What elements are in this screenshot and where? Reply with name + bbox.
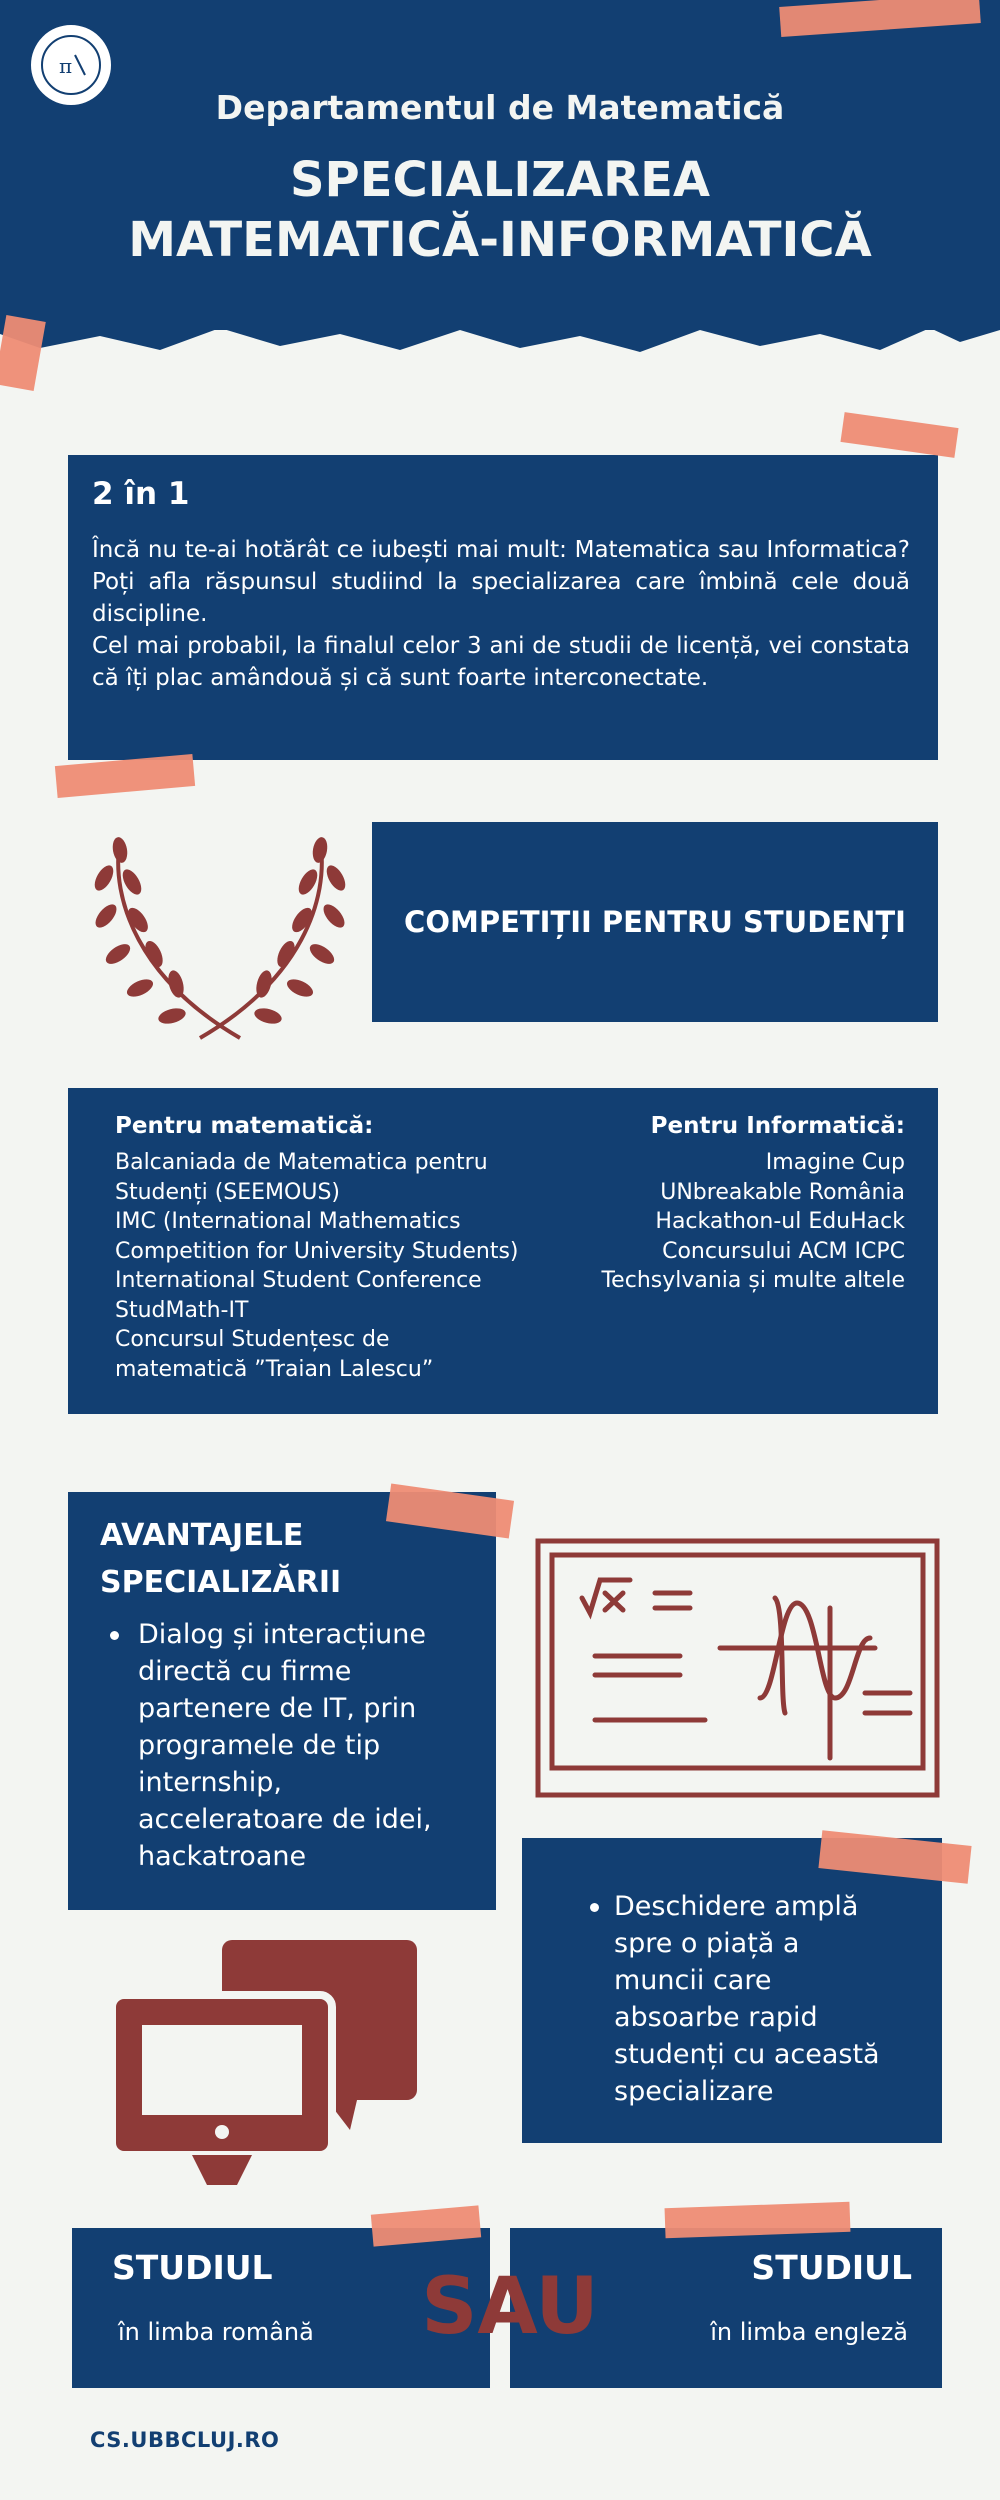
- or-label: SAU: [421, 2262, 599, 2352]
- intro-text: [92, 534, 910, 694]
- list-item: IMC (International Mathematics: [115, 1209, 461, 1234]
- page-title-line1: SPECIALIZAREA: [289, 152, 711, 208]
- page-title-line2: MATEMATICĂ-INFORMATICĂ: [128, 212, 872, 268]
- competitions-title: COMPETIȚII PENTRU STUDENȚI: [404, 905, 906, 939]
- advantage-line: muncii care: [614, 1965, 772, 1996]
- list-item: Hackathon-ul EduHack: [655, 1209, 905, 1234]
- study-romanian-language: în limba română: [118, 2318, 314, 2346]
- advantages-title: [100, 1512, 480, 1606]
- intro-paragraph: Încă nu te-ai hotărât ce iubești mai mult: Matematica sau Informatica? Poți afla răspunsul studiind la specializarea care îmbină cele două discipline.: [92, 537, 910, 627]
- list-item: International Student Conference: [115, 1268, 482, 1293]
- tape-decoration: [55, 754, 195, 798]
- list-item: Studenți (SEEMOUS): [115, 1179, 341, 1205]
- laurel-wreath-icon: [80, 820, 360, 1045]
- advantage-line: acceleratoare de idei,: [138, 1804, 432, 1835]
- list-item: matematică ”Traian Lalescu”: [115, 1356, 434, 1382]
- advantage-item: [614, 1888, 934, 2110]
- advantage-line: programele de tip: [138, 1730, 381, 1761]
- advantage-line: partenere de IT, prin: [138, 1693, 417, 1724]
- list-item: Imagine Cup: [765, 1150, 905, 1175]
- page-title: [0, 150, 1000, 270]
- study-english-heading: STUDIUL: [751, 2248, 912, 2287]
- department-name: Departamentul de Matematică: [215, 88, 785, 127]
- advantages-title-line1: AVANTAJELE: [100, 1518, 304, 1553]
- study-romanian-heading: STUDIUL: [112, 2248, 273, 2287]
- bullet-icon: [590, 1903, 599, 1912]
- math-competitions-list: [115, 1148, 575, 1384]
- tape-decoration: [840, 412, 958, 458]
- info-competitions-heading: Pentru Informatică:: [650, 1113, 905, 1139]
- bullet-icon: [110, 1631, 119, 1640]
- header-torn-edge: [0, 300, 1000, 370]
- intro-paragraph: Cel mai probabil, la finalul celor 3 ani de studii de licență, vei constata că îți plac amândouă și că sunt foarte interconectate.: [92, 633, 910, 691]
- advantage-line: spre o piață a: [614, 1928, 800, 1959]
- website-url: CS.UBBCLUJ.RO: [90, 2428, 280, 2452]
- svg-text:π: π: [59, 54, 73, 78]
- list-item: Concursul Studențesc de: [115, 1327, 390, 1352]
- list-item: StudMath-IT: [115, 1297, 249, 1323]
- advantage-line: studenți cu această: [614, 2039, 880, 2070]
- info-competitions-list: [560, 1148, 905, 1296]
- advantage-line: hackatroane: [138, 1841, 307, 1872]
- list-item: Competition for University Students): [115, 1238, 519, 1264]
- tape-decoration: [0, 315, 46, 391]
- list-item: Balcaniada de Matematica pentru: [115, 1150, 488, 1175]
- math-competitions-heading: Pentru matematică:: [115, 1113, 374, 1139]
- advantage-item: [138, 1616, 508, 1875]
- intro-heading: 2 în 1: [92, 476, 190, 512]
- advantages-title-line2: SPECIALIZĂRII: [100, 1565, 342, 1600]
- study-english-language: în limba engleză: [710, 2318, 908, 2346]
- advantage-line: specializare: [614, 2076, 774, 2107]
- advantage-line: directă cu firme: [138, 1656, 352, 1687]
- math-blackboard-icon: [535, 1538, 940, 1798]
- advantage-line: Deschidere amplă: [614, 1891, 859, 1922]
- advantage-line: internship,: [138, 1767, 282, 1798]
- list-item: Concursului ACM ICPC: [662, 1238, 905, 1264]
- list-item: UNbreakable România: [660, 1179, 905, 1205]
- computer-monitors-icon: [112, 1935, 422, 2190]
- advantage-line: absoarbe rapid: [614, 2002, 818, 2033]
- list-item: Techsylvania și multe altele: [601, 1268, 905, 1293]
- advantage-line: Dialog și interacțiune: [138, 1619, 426, 1650]
